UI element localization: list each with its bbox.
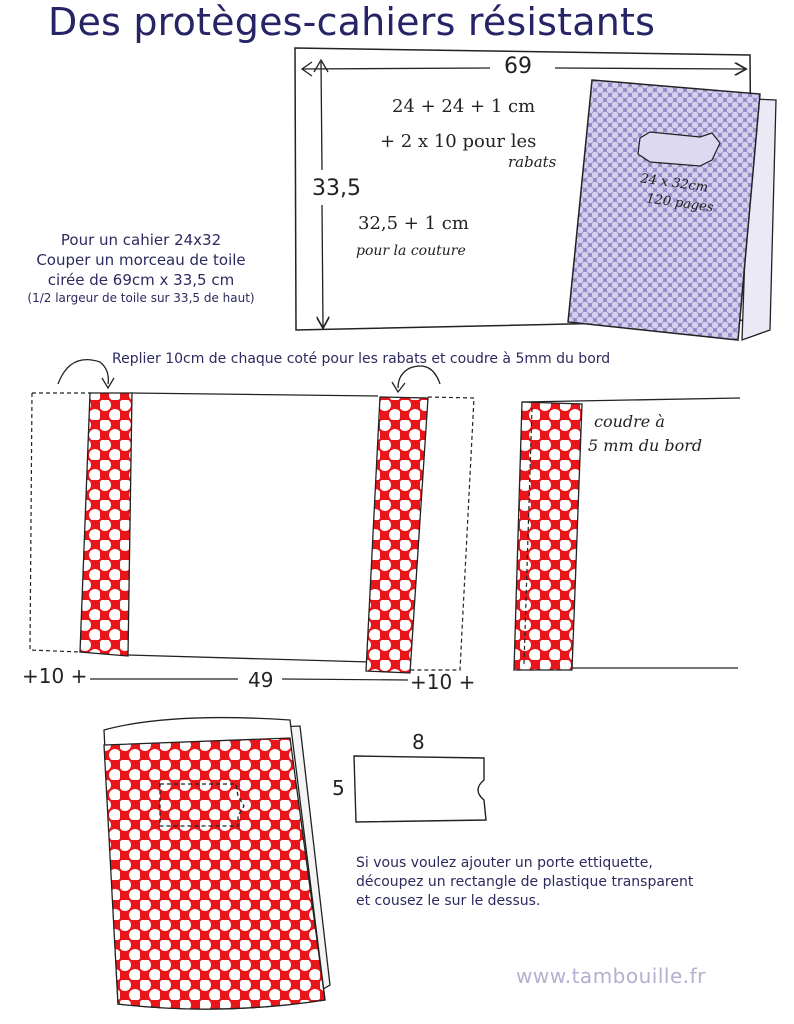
fold-diagram [30,360,474,680]
width-total-label: 69 [504,54,532,79]
width-formula-line2: + 2 x 10 pour les [380,131,537,152]
instructions-line1: Pour un cahier 24x32 [60,231,222,249]
notebook-pages-label: 120 pages [645,191,715,216]
height-total-label: 33,5 [312,176,361,201]
cutting-instructions [0,230,282,306]
label-note-line1: Si vous voulez ajouter un porte ettiquette, [356,855,653,871]
left-flap-measure: +10 + [22,664,88,688]
height-formula-line2: pour la couture [356,243,466,259]
instructions-line4: (1/2 largeur de toile sur 33,5 de haut) [27,291,255,305]
height-formula-line1: 32,5 + 1 cm [358,213,469,234]
sew-note-line1: coudre à [594,412,665,431]
width-formula-line1: 24 + 24 + 1 cm [392,96,536,117]
width-formula-line3: rabats [508,153,557,171]
label-height: 5 [332,776,345,800]
label-template [354,756,486,822]
sew-note-line2: 5 mm du bord [588,436,703,455]
page-title: Des protèges-cahiers résistants [48,0,656,44]
notebook-size-label: 24 x 32cm [639,171,710,196]
label-width: 8 [412,730,425,754]
right-flap-measure: +10 + [410,670,476,694]
website-credit: www.tambouille.fr [516,964,706,988]
label-note-line2: découpez un rectangle de plastique transparent [356,874,694,890]
label-note [356,854,693,911]
fold-caption: Replier 10cm de chaque coté pour les rabats et coudre à 5mm du bord [112,351,611,367]
middle-measure: 49 [248,668,274,692]
instructions-line3: cirée de 69cm x 33,5 cm [47,271,235,289]
instructions-line2: Couper un morceau de toile [36,251,246,269]
finished-cover-illustration [104,718,330,1010]
label-note-line3: et cousez le sur le dessus. [356,893,541,909]
